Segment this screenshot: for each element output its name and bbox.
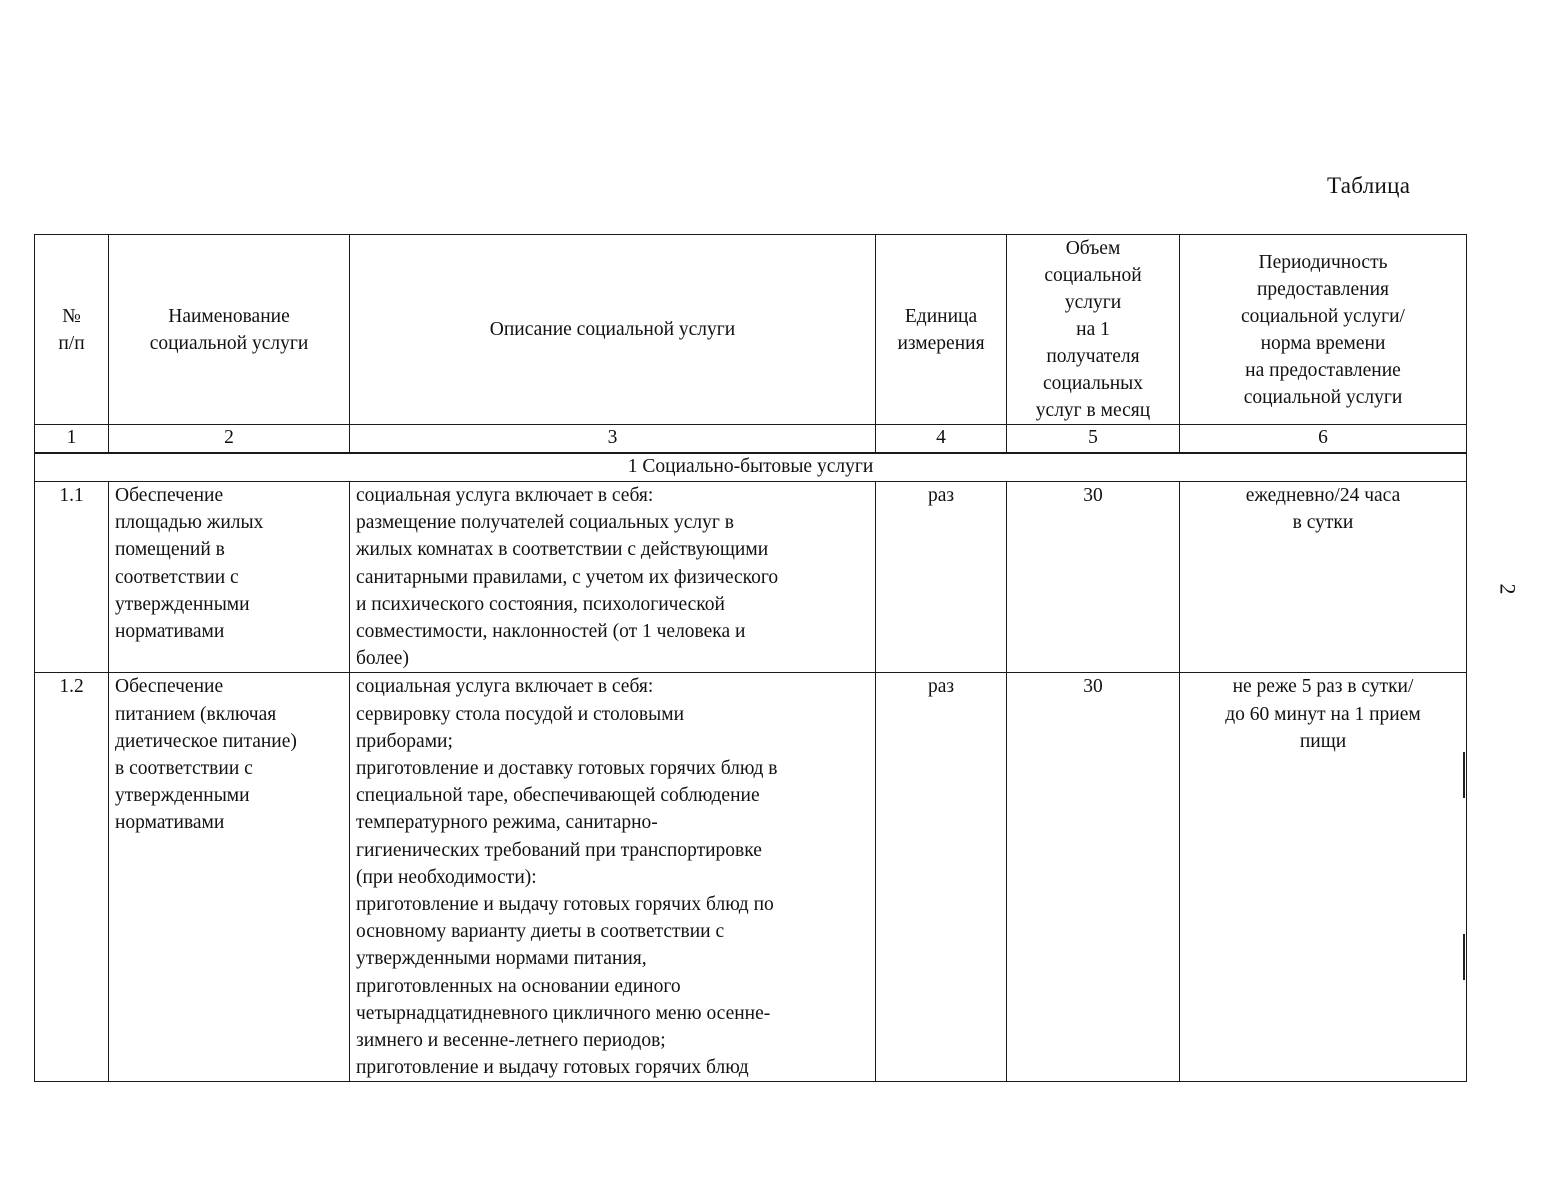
- column-number: 2: [109, 425, 350, 454]
- row-number: 1.2: [35, 673, 109, 1082]
- table-caption: Таблица: [1327, 173, 1411, 198]
- page-number: 2: [1495, 583, 1521, 595]
- header-number: № п/п: [35, 235, 109, 425]
- column-number: 1: [35, 425, 109, 454]
- service-unit: раз: [876, 673, 1007, 1082]
- column-number: 4: [876, 425, 1007, 454]
- service-name: Обеспечение питанием (включая диетическое питание) в соответствии с утвержденными нормативами: [109, 673, 350, 1082]
- table-header-row: [35, 235, 1467, 425]
- service-volume: 30: [1007, 673, 1180, 1082]
- header-periodicity: Периодичность предоставления социальной услуги/ норма времени на предоставление социальной услуги: [1180, 235, 1467, 425]
- column-number: 6: [1180, 425, 1467, 454]
- service-description: социальная услуга включает в себя: размещение получателей социальных услуг в жилых комнатах в соответствии с действующими санитарными правилами, с учетом их физического и психического состояния, психологической совместимости, наклонностей (от 1 человека и более): [350, 482, 876, 673]
- section-row: [35, 453, 1467, 482]
- header-service-name: Наименование социальной услуги: [109, 235, 350, 425]
- column-number-row: [35, 425, 1467, 454]
- service-unit: раз: [876, 482, 1007, 673]
- service-periodicity: не реже 5 раз в сутки/ до 60 минут на 1 прием пищи: [1180, 673, 1467, 1082]
- row-number: 1.1: [35, 482, 109, 673]
- header-unit: Единица измерения: [876, 235, 1007, 425]
- service-description: социальная услуга включает в себя: сервировку стола посудой и столовыми приборами; приготовление и доставку готовых горячих блюд в специальной таре, обеспечивающей соблюдение температурного режима, санитарно- гигиенических требований при транспортировке (при необходимости): приготовление и выдачу готовых горячих блюд по основному варианту диеты в соответствии с утвержденными нормами питания, приготовленных на основании единого четырнадцатидневного цикличного меню осенне- зимнего и весенне-летнего периодов; приготовление и выдачу готовых горячих блюд: [350, 673, 876, 1082]
- table-row: [35, 673, 1467, 1082]
- service-volume: 30: [1007, 482, 1180, 673]
- header-volume: Объем социальной услуги на 1 получателя социальных услуг в месяц: [1007, 235, 1180, 425]
- table-row: [35, 482, 1467, 673]
- header-description: Описание социальной услуги: [350, 235, 876, 425]
- column-number: 5: [1007, 425, 1180, 454]
- services-table: [34, 234, 1467, 1082]
- section-title: 1 Социально-бытовые услуги: [35, 453, 1467, 482]
- service-periodicity: ежедневно/24 часа в сутки: [1180, 482, 1467, 673]
- column-number: 3: [350, 425, 876, 454]
- service-name: Обеспечение площадью жилых помещений в соответствии с утвержденными нормативами: [109, 482, 350, 673]
